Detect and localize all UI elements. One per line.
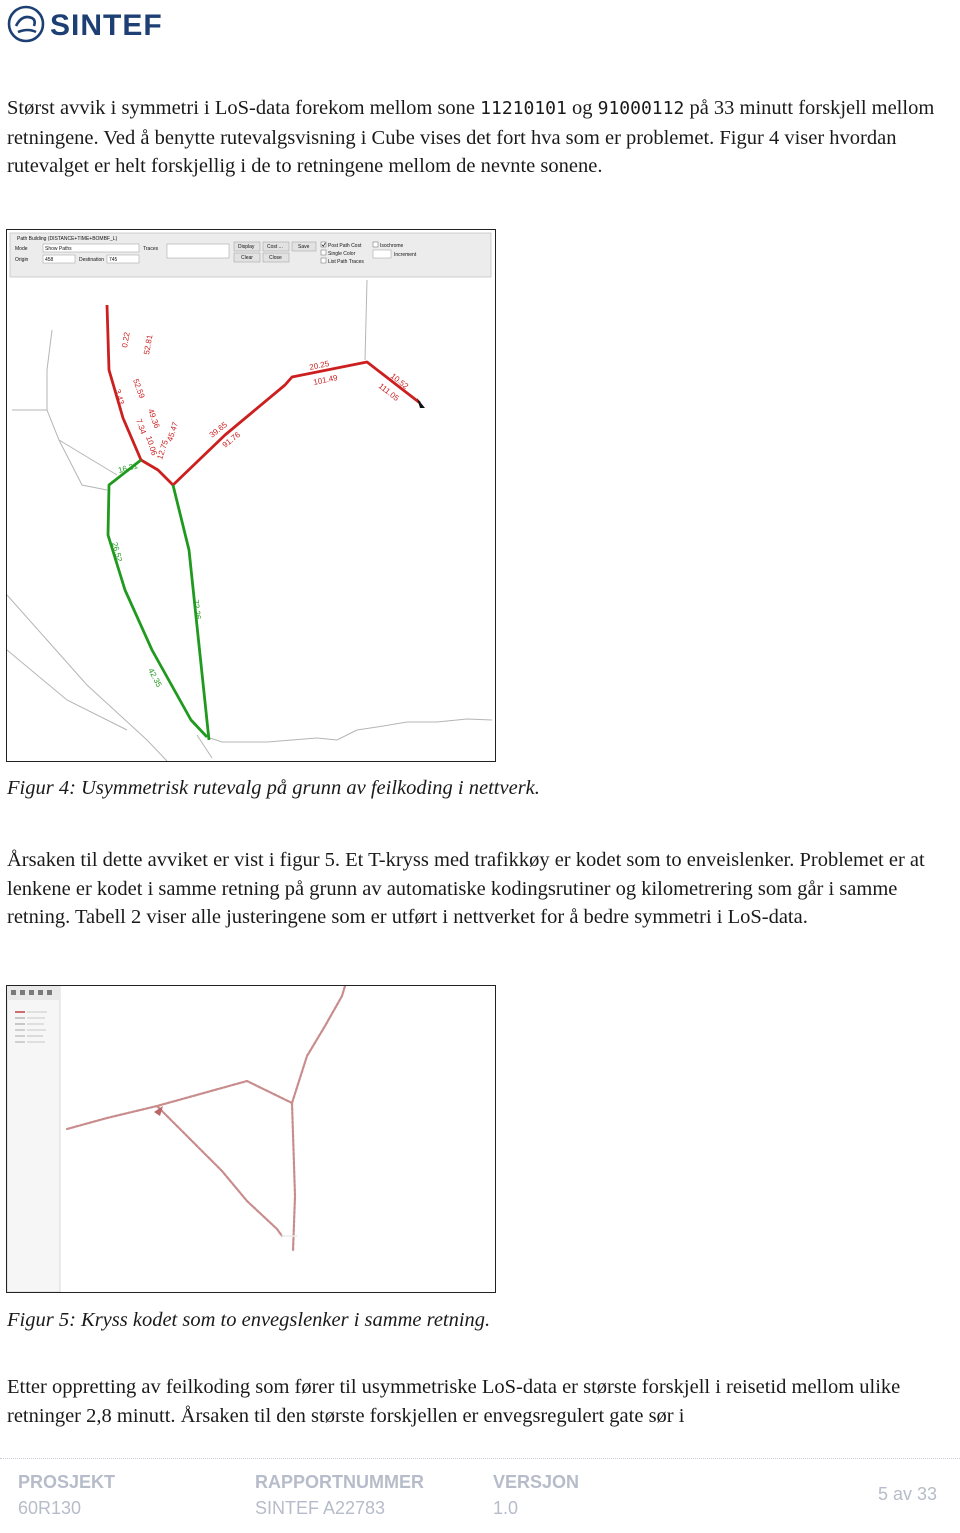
route-label: 49.36: [146, 407, 162, 430]
route-label: 12.75: [155, 438, 171, 461]
red-route: [107, 305, 420, 485]
toolbar-icon[interactable]: [47, 990, 52, 995]
svg-text:List Path Traces: List Path Traces: [328, 259, 364, 265]
route-label: 7.34: [134, 417, 148, 436]
svg-text:Display: Display: [238, 244, 255, 250]
versjon-value: 1.0: [493, 1498, 519, 1518]
route-label: 3.43: [113, 388, 126, 406]
route-label: 111.05: [376, 381, 401, 403]
svg-text:Close: Close: [269, 255, 282, 261]
rapport-value: SINTEF A22783: [255, 1498, 386, 1518]
page-number: 5 av 33: [878, 1484, 938, 1504]
paragraph-cause: Årsaken til dette avviket er vist i figur 5. Et T-kryss med trafikkøy er kodet som to enveislenker. Problemet er at lenkene er kodet i samme retning på grunn av automatiske kodingsrutiner og kilometrering som går i samme retning. Tabell 2 viser alle justeringene som er utført i nettverket for å bedre symmetri i LoS-data.: [7, 849, 925, 928]
background-network: [7, 280, 492, 761]
toolbar-icon[interactable]: [11, 990, 16, 995]
route-label: 72.26: [191, 599, 203, 621]
path-building-panel: [10, 233, 491, 277]
prosjekt-label: PROSJEKT: [18, 1472, 116, 1492]
paragraph-result: Etter oppretting av feilkoding som fører til usymmetriske LoS-data er største forskjell i reisetid mellom ulike retninger 2,8 minutt. Årsaken til den største forskjellen er envegsregulert gate sør i: [7, 1376, 901, 1427]
rapport-label: RAPPORTNUMMER: [255, 1472, 424, 1492]
page-footer: [0, 1458, 960, 1533]
toolbar-icon[interactable]: [20, 990, 25, 995]
svg-text:Isochrome: Isochrome: [380, 243, 404, 249]
svg-text:745: 745: [109, 257, 118, 263]
single-color-checkbox[interactable]: [321, 250, 326, 255]
svg-text:Post Path Cost: Post Path Cost: [328, 243, 362, 249]
route-label: 10.06: [144, 434, 159, 457]
increment-input[interactable]: [373, 250, 391, 258]
zone-a: 11210101: [480, 98, 567, 119]
route-label: 0.22: [120, 331, 132, 349]
svg-text:Increment: Increment: [394, 252, 417, 258]
route-label: 101.49: [312, 373, 339, 387]
route-label: 10.52: [388, 371, 411, 391]
figure-5-map: [6, 985, 496, 1293]
route-label: 91.76: [220, 430, 243, 450]
svg-text:Destination: Destination: [79, 257, 105, 263]
toolbar-icon[interactable]: [38, 990, 43, 995]
route-label: 39.65: [207, 420, 230, 440]
svg-text:Single Color: Single Color: [328, 251, 356, 257]
isochrome-checkbox[interactable]: [373, 242, 378, 247]
zone-b: 91000112: [597, 98, 685, 119]
figure-4-caption: Figur 4: Usymmetrisk rutevalg på grunn av feilkoding i nettverk.: [7, 777, 540, 799]
traces-box[interactable]: [167, 244, 229, 258]
route-label: 26.52: [110, 541, 124, 563]
legend-panel: [7, 986, 60, 1292]
logo-text: SINTEF: [50, 9, 163, 42]
figure-5-caption: Figur 5: Kryss kodet som to envegslenker i samme retning.: [7, 1309, 491, 1331]
list-path-traces-checkbox[interactable]: [321, 258, 326, 263]
svg-text:Show Paths: Show Paths: [45, 246, 72, 252]
toolbar-icon[interactable]: [29, 990, 34, 995]
one-way-links: [67, 986, 345, 1251]
route-map: [7, 230, 495, 761]
panel-title: Path Building (DISTANCE+TIME+BOMBF_L): [17, 236, 118, 242]
route-label: 52.81: [142, 334, 155, 356]
svg-text:Cost ...: Cost ...: [267, 244, 283, 250]
route-label: 16.31: [117, 461, 139, 475]
versjon-label: VERSJON: [493, 1472, 580, 1492]
svg-text:Origin: Origin: [15, 257, 29, 263]
junction-map: [7, 986, 495, 1292]
prosjekt-value: 60R130: [18, 1498, 82, 1518]
svg-text:458: 458: [45, 257, 54, 263]
svg-text:Mode: Mode: [15, 246, 28, 252]
route-label: 45.47: [165, 420, 181, 443]
route-label: 42.35: [146, 666, 164, 689]
svg-text:Traces: Traces: [143, 246, 159, 252]
route-label: 20.25: [308, 358, 331, 372]
figure-4-map: [6, 229, 496, 762]
svg-text:Clear: Clear: [241, 255, 253, 261]
paragraph-intro: Størst avvik i symmetri i LoS-data forekom mellom sone 11210101 og 91000112 på 33 minutt forskjell mellom retningene. Ved å benytte rutevalgsvisning i Cube vises det fort hva som er problemet. Figur 4 viser hvordan rutevalget er helt forskjellig i de to retningene mellom de nevnte sonene.: [7, 97, 935, 177]
route-label: 52.59: [131, 377, 147, 400]
svg-text:Save: Save: [298, 244, 310, 250]
sintef-logo: [6, 4, 206, 44]
